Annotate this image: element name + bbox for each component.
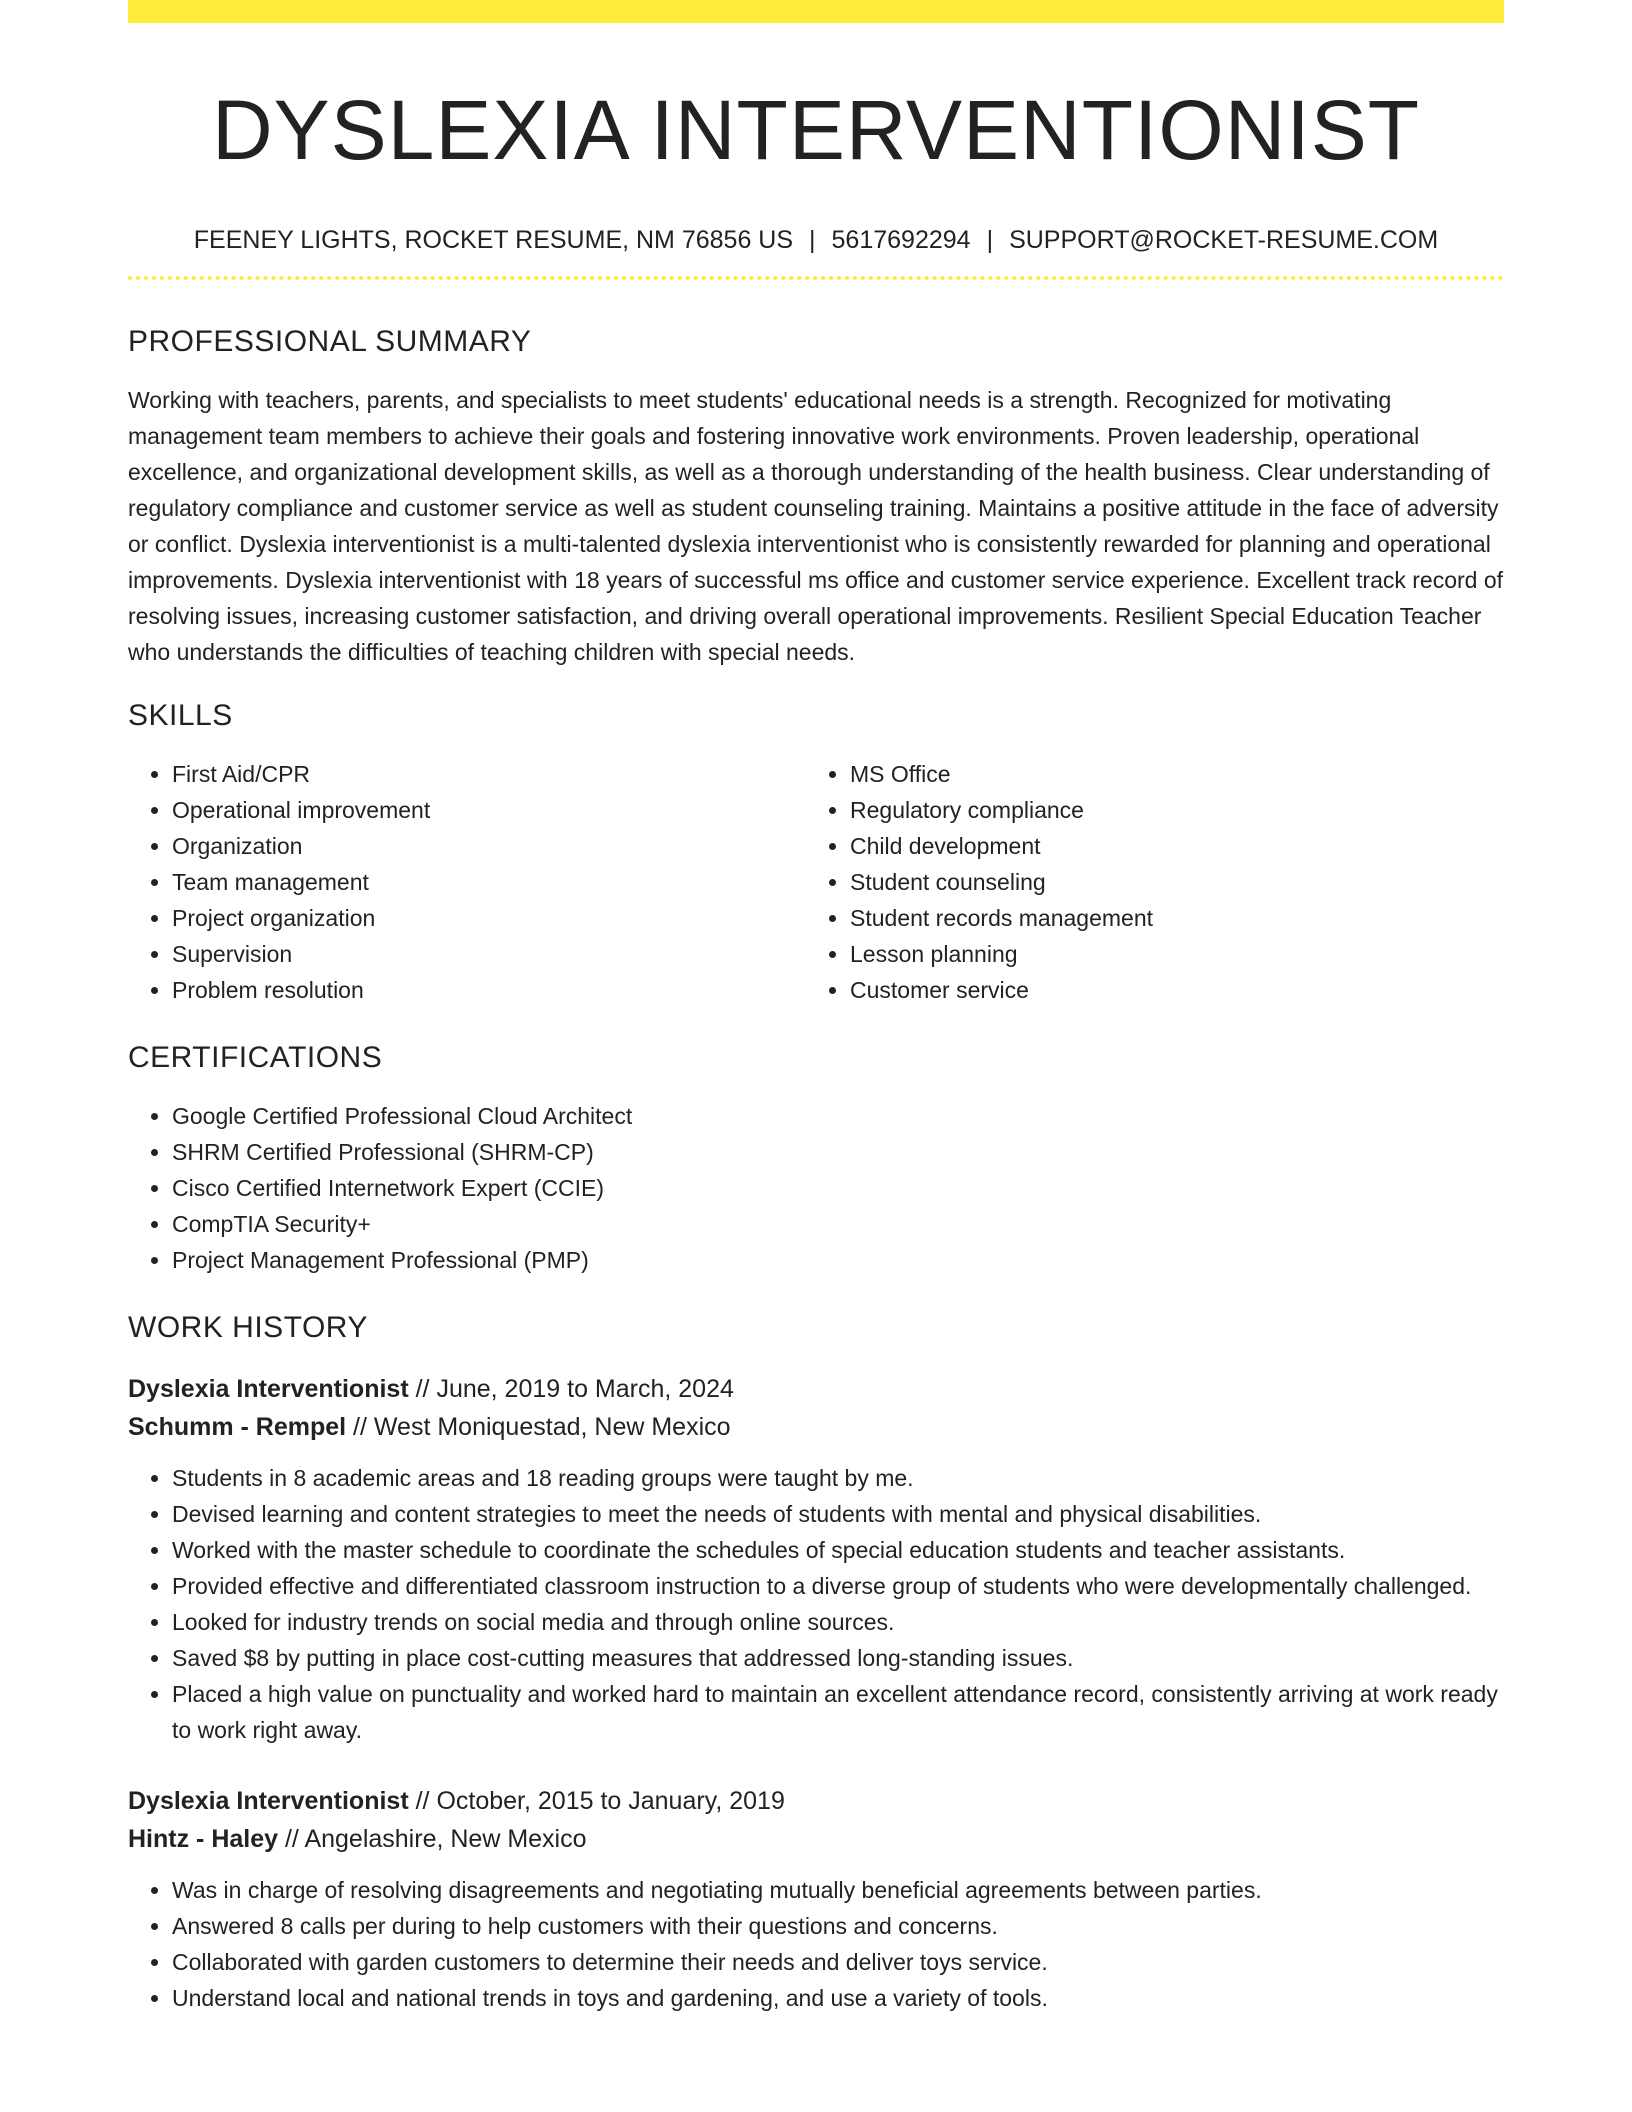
contact-email: SUPPORT@ROCKET-RESUME.COM xyxy=(1009,226,1439,254)
skill-item: • Customer service xyxy=(850,972,1484,1008)
job-company: Schumm - Rempel xyxy=(128,1413,347,1441)
skill-item: • Regulatory compliance xyxy=(850,792,1484,828)
job-bullet: • Students in 8 academic areas and 18 reading groups were taught by me. xyxy=(172,1460,1504,1496)
skills-heading: SKILLS xyxy=(128,699,233,732)
skill-item: • Project organization xyxy=(172,900,806,936)
job-bullet: • Provided effective and differentiated classroom instruction to a diverse group of students who were developmentally challenged. xyxy=(172,1568,1504,1604)
skills-list-right xyxy=(806,756,1484,1008)
job-bullet: • Devised learning and content strategies to meet the needs of students with mental and physical disabilities. xyxy=(172,1496,1504,1532)
certifications-list xyxy=(128,1098,1504,1278)
skill-item: • Supervision xyxy=(172,936,806,972)
job-bullet: • Collaborated with garden customers to determine their needs and deliver toys service. xyxy=(172,1944,1504,1980)
contact-line xyxy=(128,224,1504,256)
contact-separator: | xyxy=(809,226,816,254)
contact-address: FEENEY LIGHTS, ROCKET RESUME, NM 76856 US xyxy=(193,226,794,254)
skill-item: • Operational improvement xyxy=(172,792,806,828)
skill-item: • Child development xyxy=(850,828,1484,864)
skill-item: • Problem resolution xyxy=(172,972,806,1008)
job-dates: October, 2015 to January, 2019 xyxy=(436,1787,785,1815)
job-role: Dyslexia Interventionist xyxy=(128,1375,409,1403)
certification-item: • Cisco Certified Internetwork Expert (CCIE) xyxy=(172,1170,1504,1206)
job-entry xyxy=(128,1782,1504,2016)
job-bullet: • Understand local and national trends in toys and gardening, and use a variety of tools. xyxy=(172,1980,1504,2016)
job-bullets xyxy=(128,1460,1504,1748)
job-bullet: • Placed a high value on punctuality and worked hard to maintain an excellent attendance record, consistently arriving at work ready to work right away. xyxy=(172,1676,1504,1748)
job-bullet: • Was in charge of resolving disagreements and negotiating mutually beneficial agreements between parties. xyxy=(172,1872,1504,1908)
certification-item: • Project Management Professional (PMP) xyxy=(172,1242,1504,1278)
job-role-line: Dyslexia Interventionist // October, 2015 to January, 2019 xyxy=(128,1787,785,1815)
job-bullets xyxy=(128,1872,1504,2016)
job-location: Angelashire, New Mexico xyxy=(304,1825,587,1853)
certification-item: • CompTIA Security+ xyxy=(172,1206,1504,1242)
resume-content xyxy=(128,0,1504,2016)
job-bullet: • Looked for industry trends on social media and through online sources. xyxy=(172,1604,1504,1640)
skill-item: • Student records management xyxy=(850,900,1484,936)
skill-item: • Lesson planning xyxy=(850,936,1484,972)
job-bullet: • Answered 8 calls per during to help customers with their questions and concerns. xyxy=(172,1908,1504,1944)
dotted-divider xyxy=(128,276,1504,280)
work-history-heading: WORK HISTORY xyxy=(128,1311,368,1344)
job-entry xyxy=(128,1370,1504,1748)
job-bullet: • Worked with the master schedule to coordinate the schedules of special education students and teacher assistants. xyxy=(172,1532,1504,1568)
skills-list-left xyxy=(128,756,806,1008)
skill-item: • Team management xyxy=(172,864,806,900)
skill-item: • Organization xyxy=(172,828,806,864)
contact-phone: 5617692294 xyxy=(831,226,971,254)
job-location: West Moniquestad, New Mexico xyxy=(373,1413,731,1441)
skills-columns xyxy=(128,756,1504,1008)
resume-name: DYSLEXIA INTERVENTIONIST xyxy=(211,83,1421,177)
summary-heading: PROFESSIONAL SUMMARY xyxy=(128,325,532,358)
skill-item: • First Aid/CPR xyxy=(172,756,806,792)
job-bullet: • Saved $8 by putting in place cost-cutting measures that addressed long-standing issues. xyxy=(172,1640,1504,1676)
certification-item: • Google Certified Professional Cloud Architect xyxy=(172,1098,1504,1134)
job-company-line: Hintz - Haley // Angelashire, New Mexico xyxy=(128,1825,587,1853)
job-company: Hintz - Haley xyxy=(128,1825,279,1853)
certification-item: • SHRM Certified Professional (SHRM-CP) xyxy=(172,1134,1504,1170)
job-role: Dyslexia Interventionist xyxy=(128,1787,409,1815)
skill-item: • Student counseling xyxy=(850,864,1484,900)
skill-item: • MS Office xyxy=(850,756,1484,792)
certifications-heading: CERTIFICATIONS xyxy=(128,1041,383,1074)
contact-separator: | xyxy=(986,226,994,254)
job-dates: June, 2019 to March, 2024 xyxy=(436,1375,734,1403)
summary-text: Working with teachers, parents, and specialists to meet students' educational needs is a strength. Recognized for motivating management team members to achieve their goals and fostering innovative work environments. Proven leadership, operational excellence, and organizational development skills, as well as a thorough understanding of the health business. Clear understanding of regulatory compliance and customer service as well as student counseling training. Maintains a positive attitude in the face of adversity or conflict. Dyslexia interventionist is a multi-talented dyslexia interventionist who is consistently rewarded for planning and operational improvements. Dyslexia interventionist with 18 years of successful ms office and customer service experience. Excellent track record of resolving issues, increasing customer satisfaction, and driving overall operational improvements. Resilient Special Education Teacher who understands the difficulties of teaching children with special needs. xyxy=(128,387,1504,665)
job-company-line: Schumm - Rempel // West Moniquestad, New Mexico xyxy=(128,1413,731,1441)
job-role-line: Dyslexia Interventionist // June, 2019 to March, 2024 xyxy=(128,1375,734,1403)
